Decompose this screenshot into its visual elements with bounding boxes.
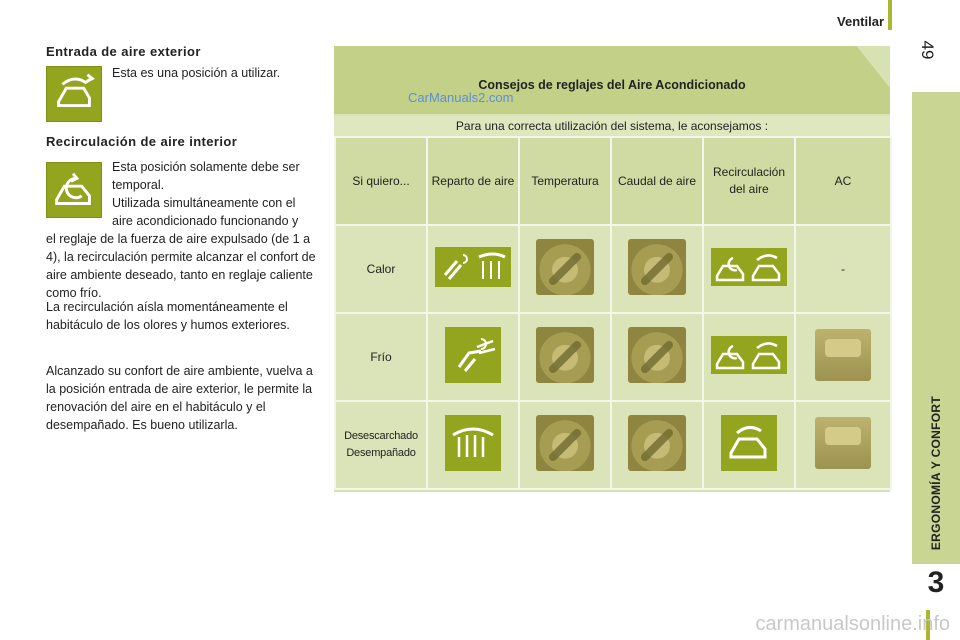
table-row: [335, 313, 891, 401]
outside-air-icon: [46, 66, 102, 122]
col-header-si-quiero: Si quiero...: [335, 137, 427, 225]
recirculation-isolation-text: La recirculación aísla momentáneamente el habitáculo de los olores y humos exteriores.: [46, 300, 290, 332]
panel-intro: Para una correcta utilización del sistema, le aconsejamos :: [334, 116, 890, 136]
ac-settings-panel: [334, 46, 890, 492]
col-header-recirculacion: Recirculación del aire: [703, 137, 795, 225]
table-row: [335, 225, 891, 313]
chapter-title: ERGONOMÍA Y CONFORT: [929, 395, 943, 550]
recirculation-text-line1: Utilizada simultáneamente con el: [112, 196, 296, 210]
recirculation-text-body: el reglaje de la fuerza de aire expulsado (de 1 a 4), la recirculación permite alcanzar el confort de aire ambiente deseado, tanto en reglaje caliente como frío.: [46, 232, 316, 300]
section-title: Ventilar: [837, 14, 884, 29]
ac-settings-table: [334, 136, 892, 490]
row-label-defrost: [335, 401, 427, 489]
page-number: 49: [918, 40, 937, 60]
col-header-temperatura: Temperatura: [519, 137, 611, 225]
recirculation-text-line2: aire acondicionado funcionando y: [112, 214, 299, 228]
panel-title: Consejos de reglajes del Aire Acondicionado: [478, 78, 746, 92]
recirculation-pair-icon: [711, 336, 787, 374]
temperature-knob-icon: [536, 239, 594, 295]
col-header-reparto: Reparto de aire: [427, 137, 519, 225]
row-label-desescarchado: Desescarchado: [344, 430, 418, 442]
recirculation-icon: [46, 162, 102, 218]
airflow-knob-icon: [628, 415, 686, 471]
row-label-desempanado: Desempañado: [346, 447, 416, 459]
ac-button-icon: [815, 329, 871, 381]
windshield-defrost-icon: [445, 415, 501, 471]
airflow-knob-icon: [628, 239, 686, 295]
temperature-knob-icon: [536, 415, 594, 471]
chapter-number: 3: [927, 566, 945, 599]
watermark-text: CarManuals2.com: [408, 90, 514, 105]
outside-air-icon: [721, 415, 777, 471]
col-header-caudal: Caudal de aire: [611, 137, 703, 225]
feet-windshield-icon: [435, 247, 511, 287]
header-rule: [888, 0, 892, 30]
recirculation-text-temporary: Esta posición solamente debe ser temporal.: [112, 160, 300, 192]
heading-outside-air: Entrada de aire exterior: [46, 44, 201, 59]
row-label-calor: Calor: [335, 225, 427, 313]
ac-button-icon: [815, 417, 871, 469]
face-vent-icon: [445, 327, 501, 383]
comfort-return-text: Alcanzado su confort de aire ambiente, vuelva a la posición entrada de aire exterior, le permite la renovación del aire en el habitáculo y el desempañado. Es bueno utilizarla.: [46, 364, 313, 432]
row-label-frio: Frío: [335, 313, 427, 401]
temperature-knob-icon: [536, 327, 594, 383]
outside-air-text: Esta es una posición a utilizar.: [112, 66, 281, 80]
chapter-side-band: [912, 92, 960, 564]
heading-recirculation: Recirculación de aire interior: [46, 134, 238, 149]
footer-watermark: carmanualsonline.info: [755, 613, 950, 635]
col-header-ac: AC: [795, 137, 891, 225]
airflow-knob-icon: [628, 327, 686, 383]
ac-value-calor: -: [795, 225, 891, 313]
table-row: [335, 401, 891, 489]
recirculation-pair-icon: [711, 248, 787, 286]
table-header-row: [335, 137, 891, 225]
